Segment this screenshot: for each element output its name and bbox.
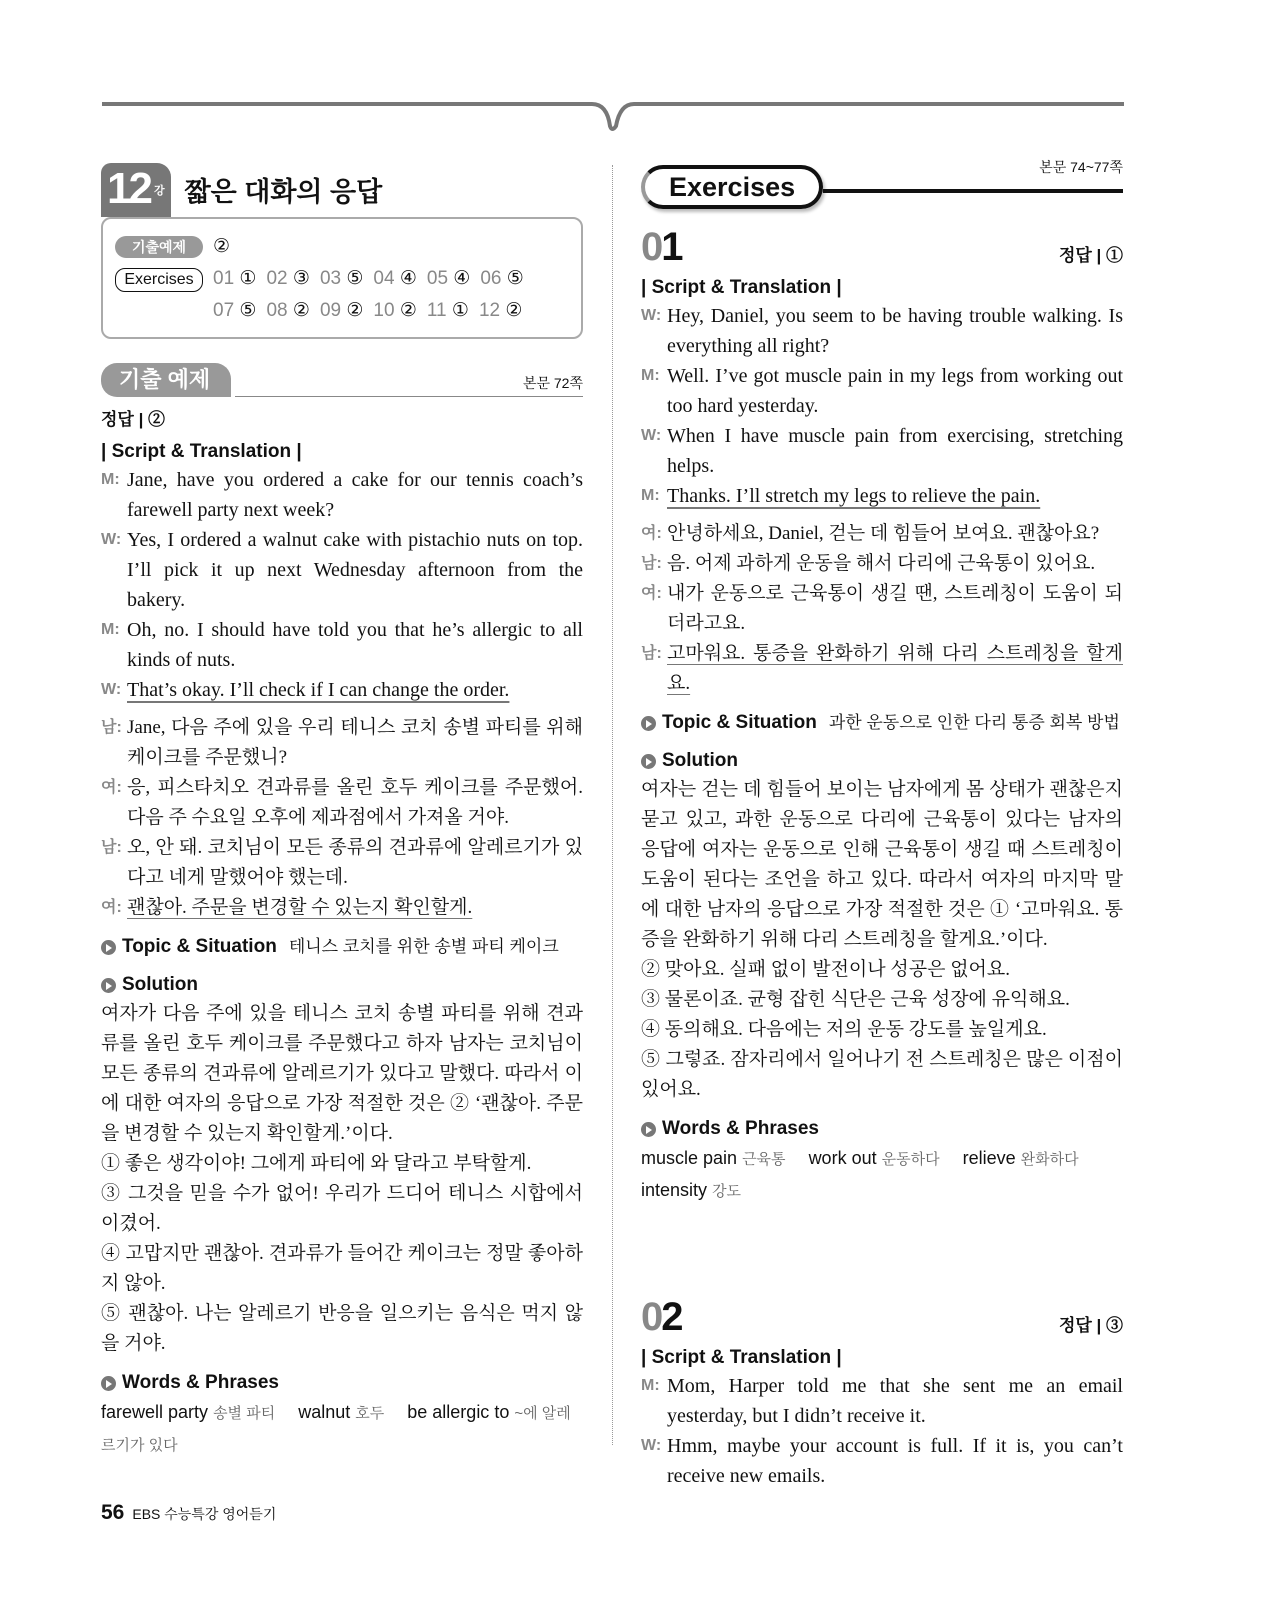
answer-value: ③ — [292, 268, 310, 289]
word-en: be allergic to — [407, 1402, 510, 1422]
script-heading: | Script & Translation | — [641, 277, 842, 298]
answer-item — [266, 295, 309, 327]
answer-item — [480, 263, 523, 295]
dialogue-line — [101, 525, 583, 615]
dialogue-line — [641, 519, 1123, 549]
question-number-digit: 2 — [661, 1295, 682, 1339]
answer-item — [213, 263, 256, 295]
answer-item — [479, 295, 522, 327]
solution-heading-text: Solution — [122, 974, 198, 995]
answer-value: ④ — [453, 268, 471, 289]
answer-number: 04 — [373, 268, 395, 289]
dialogue-text: Oh, no. I should have told you that he’s allergic to all kinds of nuts. — [127, 619, 583, 671]
word-en: intensity — [641, 1180, 708, 1200]
topic-heading-text: Topic & Situation — [662, 712, 817, 733]
dialogue-text: 괜찮아. 주문을 변경할 수 있는지 확인할게. — [127, 897, 473, 918]
answer-item — [266, 263, 309, 295]
book-title: EBS 수능특강 영어듣기 — [132, 1506, 277, 1522]
word-en: work out — [808, 1148, 877, 1168]
topic-text: 과한 운동으로 인한 다리 통증 회복 방법 — [828, 713, 1120, 732]
dialogue-line — [641, 639, 1123, 699]
answer-value: ② — [399, 300, 417, 321]
answer-number: 05 — [426, 268, 449, 289]
translation — [641, 519, 1123, 699]
options — [641, 955, 1123, 1105]
lesson-number-text: 12 — [107, 164, 150, 213]
dialogue-text: Hey, Daniel, you seem to be having trouble walking. Is everything all right? — [667, 305, 1123, 357]
script-heading: | Script & Translation | — [641, 1347, 842, 1368]
dialogue-line — [101, 893, 583, 923]
answer-value: ⑤ — [239, 300, 257, 321]
question-answer: 정답 | ① — [1058, 246, 1123, 265]
dialogue-text: Yes, I ordered a walnut cake with pistachio nuts on top. I’ll pick it up next Wednesday afternoon from the bakery. — [127, 529, 583, 611]
answer-box — [101, 217, 583, 339]
answer-item — [320, 295, 363, 327]
speaker-label: 남: — [101, 719, 122, 736]
answer-number: 01 — [213, 268, 235, 289]
topic-text: 테니스 코치를 위한 송별 파티 케이크 — [288, 937, 559, 956]
topic-heading — [101, 933, 583, 961]
answer-item — [427, 295, 469, 327]
solution-heading-text: Solution — [662, 750, 738, 771]
option-item: ⑤ 그렇죠. 잠자리에서 일어나기 전 스트레칭은 많은 이점이 있어요. — [641, 1049, 1123, 1100]
solution-text: 여자가 다음 주에 있을 테니스 코치 송별 파티를 위해 견과류를 올린 호두 케이크를 주문했다고 하자 남자는 코치님이 모든 종류의 견과류에 알레르기가 있다고 말했다. 따라서 이에 대한 여자의 응답으로 가장 적절한 것은 ② ‘괜찮아. 주문을 변경할 수 있는지 확인할게.’이다. — [101, 1003, 583, 1144]
script — [641, 1371, 1123, 1491]
answer-item — [373, 295, 416, 327]
dialogue-line — [101, 833, 583, 893]
word-en: relieve — [962, 1148, 1016, 1168]
answer-number: 07 — [213, 300, 235, 321]
dialogue-text: Mom, Harper told me that she sent me an email yesterday, but I didn’t receive it. — [667, 1375, 1123, 1427]
dialogue-text: When I have muscle pain from exercising, stretching helps. — [667, 425, 1123, 477]
word-en: walnut — [298, 1402, 351, 1422]
play-bullet-icon — [101, 940, 116, 955]
play-bullet-icon — [641, 1122, 656, 1137]
word-en: muscle pain — [641, 1148, 738, 1168]
dialogue-text: 고마워요. 통증을 완화하기 위해 다리 스트레칭을 할게요. — [667, 643, 1123, 694]
dialogue-text: Well. I’ve got muscle pain in my legs from working out too hard yesterday. — [667, 365, 1123, 417]
question-number-digit: 0 — [641, 225, 662, 269]
speaker-label: W: — [641, 427, 662, 444]
answer-number: 09 — [319, 300, 342, 321]
words-heading — [101, 1369, 583, 1397]
speaker-label: M: — [101, 621, 120, 638]
speaker-label: W: — [641, 307, 662, 324]
exam-page-ref: 본문 72쪽 — [235, 373, 583, 397]
speaker-label: M: — [101, 471, 120, 488]
right-column — [641, 159, 1123, 1491]
answer-item — [320, 263, 363, 295]
speaker-label: W: — [641, 1437, 662, 1454]
topic-heading — [641, 709, 1123, 737]
solution-text: 여자는 걷는 데 힘들어 보이는 남자에게 몸 상태가 괜찮은지 묻고 있고, 과한 운동으로 다리에 근육통이 있다는 남자의 응답에 여자는 운동으로 인해 근육통이 생길 때 스트레칭이 도움이 된다는 조언을 하고 있다. 따라서 여자의 마지막 말에 대한 남자의 응답으로 가장 적절한 것은 ① ‘고마워요. 통증을 완화하기 위해 다리 스트레칭을 할게요.’이다. — [641, 779, 1123, 950]
speaker-label: 여: — [641, 585, 662, 602]
left-column — [101, 163, 583, 1565]
speaker-label: 여: — [641, 525, 662, 542]
answer-number: 12 — [478, 300, 501, 321]
speaker-label: M: — [641, 367, 660, 384]
word-ko: 강도 — [712, 1183, 742, 1200]
script-heading: | Script & Translation | — [101, 441, 302, 462]
script — [641, 301, 1123, 511]
question-number-digit: 0 — [641, 1295, 662, 1339]
dialogue-text: 안녕하세요, Daniel, 걷는 데 힘들어 보여요. 괜찮아요? — [667, 523, 1100, 544]
speaker-label: W: — [101, 681, 122, 698]
exam-section-header — [101, 361, 583, 397]
answer-number: 06 — [480, 268, 502, 289]
dialogue-line — [641, 1431, 1123, 1491]
answer-value: ⑤ — [506, 268, 524, 289]
question-header — [641, 227, 1123, 267]
answer-list — [213, 263, 569, 295]
words-heading-text: Words & Phrases — [122, 1372, 279, 1393]
lesson-title: 짧은 대화의 응답 — [184, 177, 383, 207]
word-ko: 운동하다 — [881, 1151, 940, 1168]
question-answer: 정답 | ③ — [1058, 1316, 1123, 1335]
option-item: ④ 동의해요. 다음에는 저의 운동 강도를 높일게요. — [641, 1019, 1047, 1040]
question-number — [641, 227, 682, 267]
option-item: ⑤ 괜찮아. 나는 알레르기 반응을 일으키는 음식은 먹지 않을 거야. — [101, 1303, 583, 1354]
answer-item — [373, 263, 416, 295]
play-bullet-icon — [101, 1376, 116, 1391]
option-item: ③ 그것을 믿을 수가 없어! 우리가 드디어 테니스 시합에서 이겼어. — [101, 1183, 583, 1234]
play-bullet-icon — [641, 754, 656, 769]
dialogue-line — [641, 481, 1123, 511]
answer-number: 11 — [426, 300, 447, 321]
speaker-label: 남: — [641, 555, 662, 572]
lesson-unit: 강 — [153, 185, 165, 198]
answer-value: ⑤ — [346, 268, 364, 289]
dialogue-line — [101, 615, 583, 675]
footer — [101, 1501, 583, 1565]
dialogue-text: Jane, 다음 주에 있을 우리 테니스 코치 송별 파티를 위해 케이크를 주문했니? — [127, 717, 583, 768]
top-rule — [102, 98, 1124, 138]
option-item: ④ 고맙지만 괜찮아. 견과류가 들어간 케이크는 정말 좋아하지 않아. — [101, 1243, 583, 1294]
exam-answer: ② — [213, 236, 231, 257]
answer-number: 03 — [319, 268, 342, 289]
exercises-tab: Exercises — [641, 165, 823, 209]
translation — [101, 713, 583, 923]
option-item: ② 맞아요. 실패 없이 발전이나 성공은 없어요. — [641, 959, 1011, 980]
answer-value: ④ — [399, 268, 417, 289]
answer-value: ① — [239, 268, 257, 289]
dialogue-text: Hmm, maybe your account is full. If it is, you can’t receive new emails. — [667, 1435, 1123, 1487]
column-divider — [612, 165, 613, 1445]
answer-value: ① — [451, 300, 469, 321]
options — [101, 1149, 583, 1359]
option-item: ③ 물론이죠. 균형 잡힌 식단은 근육 성장에 유익해요. — [641, 989, 1070, 1010]
answer-item — [427, 263, 470, 295]
answer-number: 08 — [266, 300, 288, 321]
question-number-digit: 1 — [661, 225, 682, 269]
dialogue-line — [101, 675, 583, 705]
dialogue-line — [101, 713, 583, 773]
speaker-label: 여: — [101, 899, 122, 916]
word-ko: 송별 파티 — [213, 1405, 276, 1422]
dialogue-text: Jane, have you ordered a cake for our tennis coach’s farewell party next week? — [127, 469, 583, 521]
speaker-label: M: — [641, 1377, 660, 1394]
question-number — [641, 1297, 682, 1337]
lesson-header — [101, 163, 583, 217]
dialogue-text: 음. 어제 과하게 운동을 해서 다리에 근육통이 있어요. — [667, 553, 1096, 574]
words-list — [641, 1143, 1123, 1207]
dialogue-line — [641, 361, 1123, 421]
answer-value: ② — [292, 300, 310, 321]
answer-number: 10 — [373, 300, 395, 321]
speaker-label: 여: — [101, 779, 122, 796]
answer-list — [213, 295, 569, 327]
word-en: farewell party — [101, 1402, 209, 1422]
exam-tab: 기출 예제 — [101, 363, 231, 397]
word-ko: 완화하다 — [1020, 1151, 1079, 1168]
words-heading-text: Words & Phrases — [662, 1118, 819, 1139]
header-line — [823, 189, 1123, 193]
word-ko: ~에 알레르기가 있다 — [101, 1405, 571, 1454]
dialogue-line — [101, 465, 583, 525]
page-number: 56 — [101, 1501, 125, 1524]
play-bullet-icon — [101, 978, 116, 993]
dialogue-text: That’s okay. I’ll check if I can change the order. — [127, 679, 510, 701]
speaker-label: 남: — [641, 645, 662, 662]
lesson-number — [101, 163, 171, 217]
dialogue-text: Thanks. I’ll stretch my legs to relieve the pain. — [667, 485, 1041, 507]
solution-heading — [641, 747, 1123, 775]
answer-item — [213, 295, 256, 327]
dialogue-text: 내가 운동으로 근육통이 생길 땐, 스트레칭이 도움이 되더라고요. — [667, 583, 1123, 634]
word-ko: 호두 — [355, 1405, 385, 1422]
words-list — [101, 1397, 583, 1461]
speaker-label: M: — [641, 487, 660, 504]
script — [101, 465, 583, 705]
topic-heading-text: Topic & Situation — [122, 936, 277, 957]
exercises-header — [641, 159, 1123, 211]
answer-value: ② — [346, 300, 364, 321]
dialogue-line — [641, 549, 1123, 579]
exam-label: 기출예제 — [115, 236, 203, 258]
exam-answer-label: 정답 | ② — [101, 410, 166, 429]
option-item: ① 좋은 생각이야! 그에게 파티에 와 달라고 부탁할게. — [101, 1153, 532, 1174]
dialogue-line — [641, 421, 1123, 481]
dialogue-line — [641, 579, 1123, 639]
solution-heading — [101, 971, 583, 999]
dialogue-text: 응, 피스타치오 견과류를 올린 호두 케이크를 주문했어. 다음 주 수요일 오후에 제과점에서 가져올 거야. — [127, 777, 583, 828]
speaker-label: 남: — [101, 839, 122, 856]
play-bullet-icon — [641, 716, 656, 731]
dialogue-line — [641, 301, 1123, 361]
speaker-label: W: — [101, 531, 122, 548]
word-ko: 근육통 — [742, 1151, 786, 1168]
answer-number: 02 — [266, 268, 288, 289]
words-heading — [641, 1115, 1123, 1143]
exercises-page-ref: 본문 74~77쪽 — [1039, 159, 1123, 175]
exercises-label: Exercises — [115, 268, 203, 292]
dialogue-line — [641, 1371, 1123, 1431]
dialogue-text: 오, 안 돼. 코치님이 모든 종류의 견과류에 알레르기가 있다고 네게 말했어야 했는데. — [127, 837, 583, 888]
dialogue-line — [101, 773, 583, 833]
answer-value: ② — [505, 300, 523, 321]
question-header — [641, 1297, 1123, 1337]
